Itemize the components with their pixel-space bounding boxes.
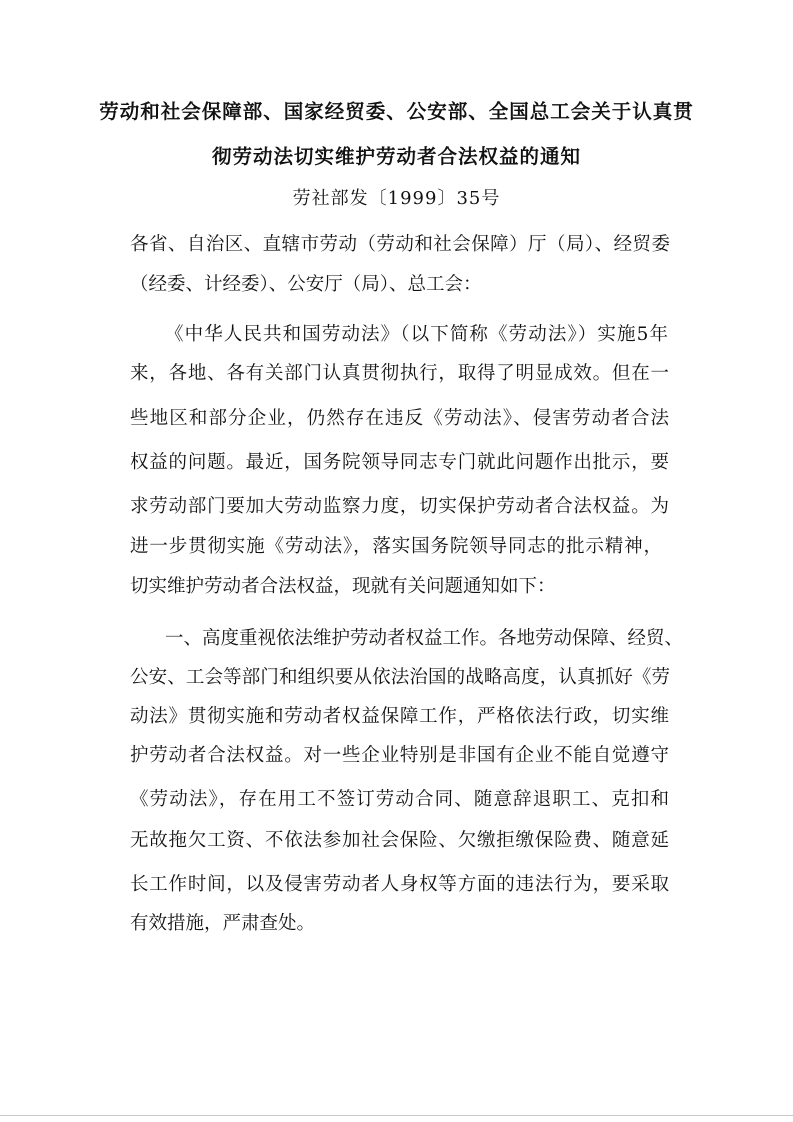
paragraph-line: 《中华人民共和国劳动法》（以下简称《劳动法》）实施5年 — [165, 324, 668, 345]
paragraph-line: 动法》贯彻实施和劳动者权益保障工作，严格依法行政，切实维 — [130, 706, 669, 727]
paragraph-line: 《劳动法》，存在用工不签订劳动合同、随意辞退职工、克扣和 — [130, 789, 669, 810]
document-number: 劳社部发〔1999〕35号 — [292, 188, 501, 209]
paragraph-line: 一、高度重视依法维护劳动者权益工作。各地劳动保障、经贸、 — [165, 628, 684, 649]
paragraph-line: 些地区和部分企业，仍然存在违反《劳动法》、侵害劳动者合法 — [130, 408, 669, 429]
paragraph-line: 来，各地、各有关部门认真贯彻执行，取得了明显成效。但在一 — [130, 363, 669, 384]
paragraph-line: 权益的问题。最近，国务院领导同志专门就此问题作出批示，要 — [130, 452, 669, 473]
title-line-2: 彻劳动法切实维护劳动者合法权益的通知 — [211, 145, 581, 168]
paragraph-line: 有效措施，严肃查处。 — [130, 913, 316, 934]
addressee-line: （经委、计经委）、公安厅（局）、总工会： — [130, 274, 482, 295]
paragraph-line: 切实维护劳动者合法权益，现就有关问题通知如下： — [130, 576, 556, 597]
paragraph-line: 长工作时间，以及侵害劳动者人身权等方面的违法行为，要采取 — [130, 874, 669, 895]
page-bottom-divider — [0, 1115, 793, 1116]
paragraph-line: 无故拖欠工资、不依法参加社会保险、欠缴拒缴保险费、随意延 — [130, 830, 669, 851]
paragraph-line: 求劳动部门要加大劳动监察力度，切实保护劳动者合法权益。为 — [130, 496, 669, 517]
paragraph-line: 进一步贯彻实施《劳动法》，落实国务院领导同志的批示精神， — [130, 536, 662, 557]
addressee-line: 各省、自治区、直辖市劳动（劳动和社会保障）厅（局）、经贸委 — [130, 234, 670, 255]
paragraph-line: 护劳动者合法权益。对一些企业特别是非国有企业不能自觉遵守 — [130, 745, 669, 766]
title-line-1: 劳动和社会保障部、国家经贸委、公安部、全国总工会关于认真贯 — [99, 100, 694, 123]
paragraph-line: 公安、工会等部门和组织要从依法治国的战略高度，认真抓好《劳 — [130, 667, 670, 688]
